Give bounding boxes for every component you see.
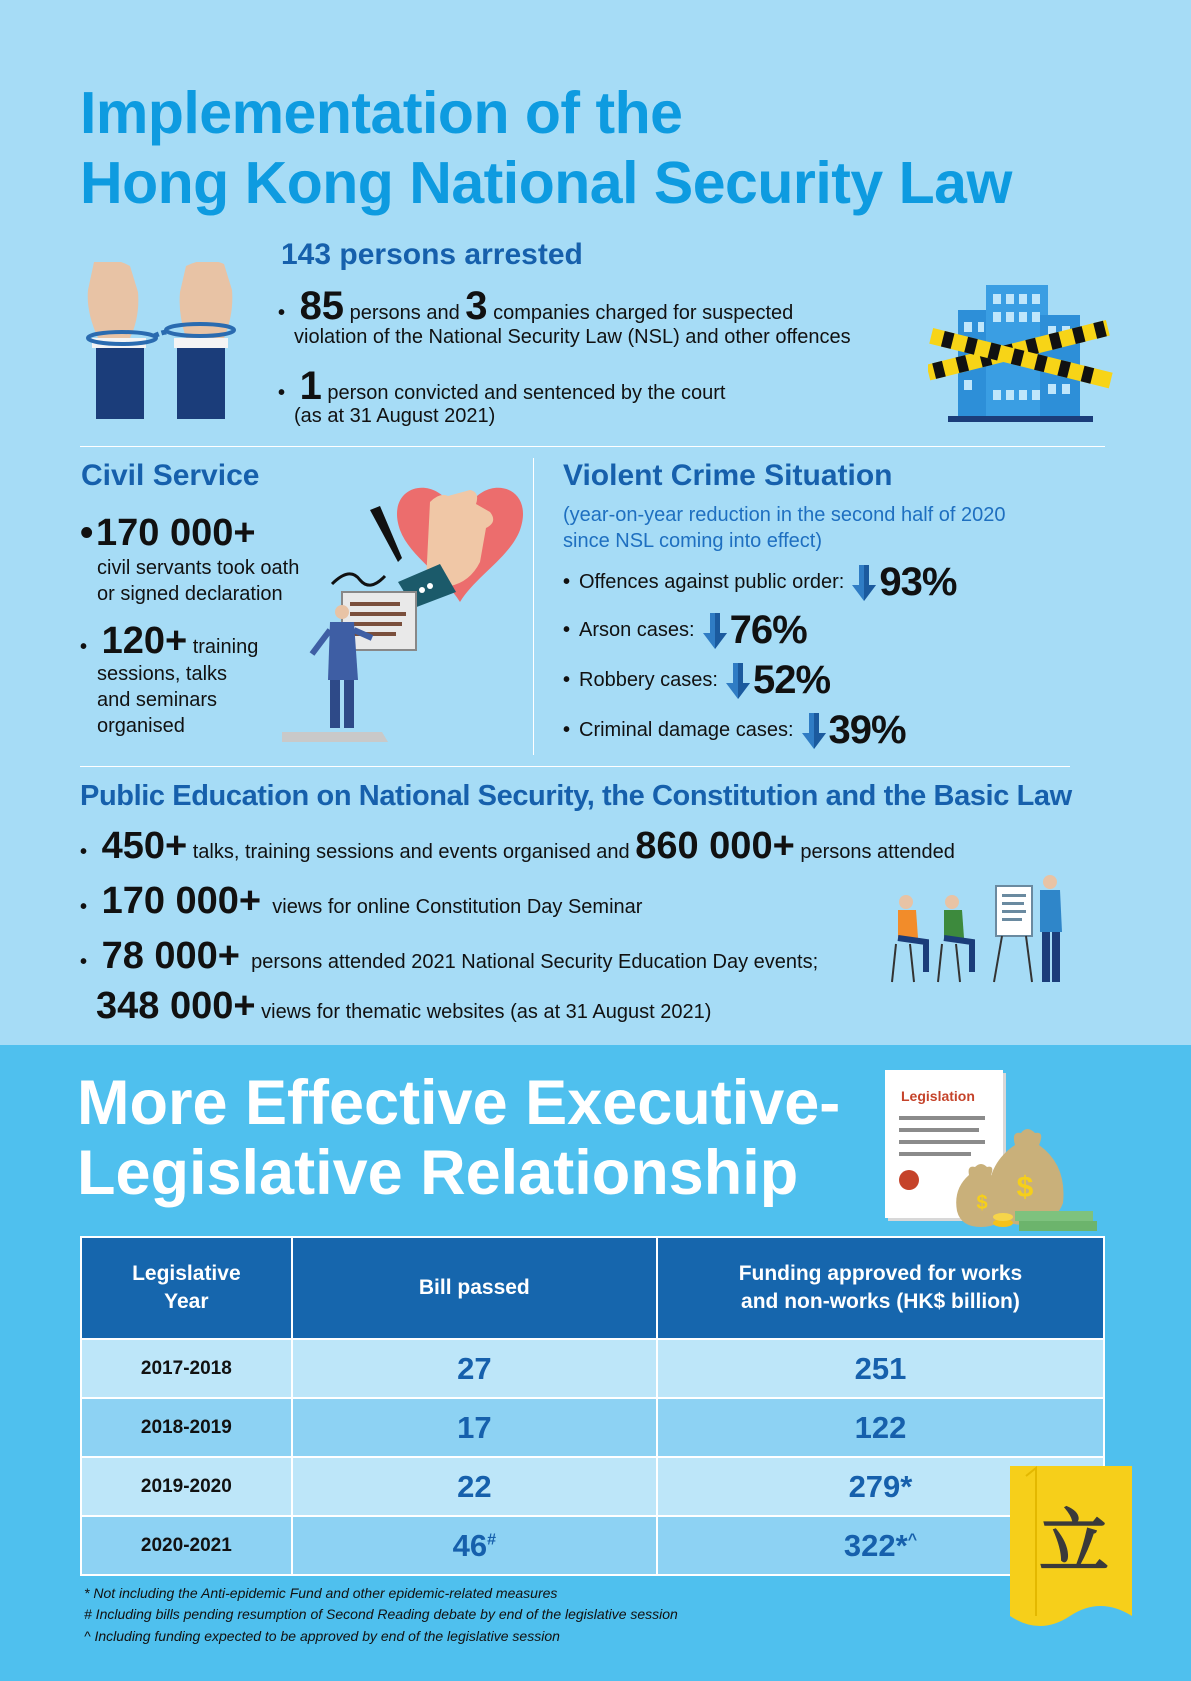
handcuffs-icon	[82, 262, 242, 422]
public-education-heading: Public Education on National Security, the Constitution and the Basic Law	[80, 780, 1072, 812]
web-line	[96, 985, 711, 1028]
down-arrow-icon	[726, 663, 750, 699]
presenter-icon	[282, 590, 432, 745]
training-num: 120+	[101, 620, 188, 662]
svg-text:$: $	[1016, 1171, 1034, 1204]
charged-mid-text: persons and	[349, 302, 460, 324]
subtitle-line1: (year-on-year reduction in the second half of 2020	[563, 504, 1006, 526]
header-funding	[657, 1237, 1104, 1339]
down-arrow-icon	[852, 565, 876, 601]
civil-service-heading: Civil Service	[81, 459, 260, 492]
bills-value: 17	[457, 1409, 492, 1445]
down-arrow-icon	[802, 713, 826, 749]
violent-crime-subtitle	[563, 502, 1006, 554]
header-line: Bill passed	[418, 1276, 530, 1299]
training-line	[80, 620, 258, 663]
bills-value: 22	[457, 1468, 492, 1504]
crime-row-criminal-damage	[563, 708, 906, 753]
charged-text2: violation of the National Security Law (NSL) and other offences	[294, 326, 851, 348]
divider	[533, 458, 534, 755]
funding-cell	[657, 1398, 1104, 1457]
building-cordon-icon	[928, 280, 1113, 425]
oath-line	[80, 512, 256, 555]
bills-cell	[292, 1457, 657, 1516]
violent-crime-heading: Violent Crime Situation	[563, 459, 893, 492]
table-header-row	[81, 1237, 1104, 1339]
page-title-line2: Hong Kong National Security Law	[80, 150, 1012, 216]
training-text4: organised	[97, 715, 185, 737]
year-cell: 2017-2018	[81, 1339, 292, 1398]
bills-cell	[292, 1339, 657, 1398]
header-line: Year	[164, 1290, 209, 1313]
views-line	[80, 880, 642, 923]
exec-leg-title	[77, 1068, 840, 1208]
attended-num: 860 000+	[635, 825, 795, 867]
nsed-text: persons attended 2021 National Security Education Day events;	[251, 951, 819, 973]
crime-row-robbery	[563, 658, 830, 703]
exec-leg-title-line2: Legislative Relationship	[77, 1138, 799, 1208]
funding-value: 322*	[843, 1527, 908, 1563]
footnote: ^ Including funding expected to be approved by end of the legislative session	[84, 1628, 560, 1644]
page-title-line1: Implementation of the	[80, 80, 683, 146]
footnote: * Not including the Anti-epidemic Fund and other epidemic-related measures	[84, 1585, 558, 1601]
oath-text2: or signed declaration	[97, 583, 283, 605]
footnote: # Including bills pending resumption of Second Reading debate by end of the legislative session	[84, 1606, 678, 1622]
convicted-text: person convicted and sentenced by the court	[327, 382, 726, 404]
crime-label: • Offences against public order:	[579, 571, 845, 593]
web-num: 348 000+	[96, 985, 256, 1027]
charged-persons-num: 85	[299, 284, 345, 328]
training-text2: sessions, talks	[97, 663, 228, 685]
training-text	[97, 661, 227, 739]
bills-footnote-mark: #	[487, 1531, 497, 1549]
training-text3: and seminars	[97, 689, 218, 711]
year-cell: 2018-2019	[81, 1398, 292, 1457]
header-legislative-year	[81, 1237, 292, 1339]
exec-leg-title-line1: More Effective Executive-	[77, 1068, 841, 1138]
table-row	[81, 1398, 1104, 1457]
nsed-num: 78 000+	[101, 935, 240, 977]
funding-value: 122	[854, 1409, 907, 1445]
subtitle-line2: since NSL coming into effect)	[563, 530, 823, 552]
oath-text1: civil servants took oath	[97, 557, 300, 579]
divider	[80, 766, 1070, 767]
arrested-heading: 143 persons arrested	[281, 238, 583, 271]
talks-text: talks, training sessions and events organised and	[192, 841, 630, 863]
header-line: Legislative	[132, 1262, 241, 1285]
classroom-icon	[890, 872, 1080, 992]
svg-text:$: $	[976, 1192, 988, 1214]
funding-value: 279*	[848, 1468, 913, 1504]
svg-text:立: 立	[1039, 1500, 1109, 1583]
header-line: Funding approved for works	[738, 1262, 1023, 1285]
crime-row-public-order	[563, 560, 956, 605]
funding-value: 251	[854, 1350, 907, 1386]
attended-text: persons attended	[800, 841, 955, 863]
crime-label: • Arson cases:	[579, 619, 695, 641]
down-arrow-icon	[703, 613, 727, 649]
convicted-num: 1	[299, 364, 322, 408]
funding-footnote-mark: ^	[907, 1531, 918, 1549]
page-title	[80, 78, 1012, 218]
table-row	[81, 1457, 1104, 1516]
header-line: and non-works (HK$ billion)	[741, 1290, 1020, 1313]
bills-cell	[292, 1516, 657, 1575]
crime-pct: 93%	[879, 560, 957, 604]
talks-line	[80, 825, 955, 868]
money-bags-icon	[955, 1125, 1105, 1235]
divider	[80, 446, 1105, 447]
bills-cell	[292, 1398, 657, 1457]
oath-num: 170 000+	[96, 512, 256, 554]
convicted-line	[278, 364, 725, 409]
charged-line	[278, 284, 793, 329]
crime-pct: 52%	[752, 658, 831, 702]
legco-logo	[1010, 1466, 1132, 1626]
crime-pct: 39%	[828, 708, 906, 752]
crime-label: • Criminal damage cases:	[579, 719, 794, 741]
oath-text	[97, 555, 299, 607]
year-cell: 2020-2021	[81, 1516, 292, 1575]
talks-num: 450+	[101, 825, 188, 867]
bills-value: 27	[457, 1350, 492, 1386]
funding-cell	[657, 1339, 1104, 1398]
nsed-line	[80, 935, 818, 978]
convicted-date: (as at 31 August 2021)	[294, 405, 496, 427]
bills-value: 46	[452, 1527, 488, 1563]
charged-text1: companies charged for suspected	[493, 302, 794, 324]
table-row	[81, 1516, 1104, 1575]
charged-companies-num: 3	[465, 284, 488, 328]
views-num: 170 000+	[101, 880, 262, 922]
header-bill-passed	[292, 1237, 657, 1339]
views-text: views for online Constitution Day Seminar	[272, 896, 643, 918]
training-text1: training	[192, 636, 259, 658]
crime-label: • Robbery cases:	[579, 669, 718, 691]
web-text: views for thematic websites (as at 31 August 2021)	[261, 1001, 712, 1023]
crime-pct: 76%	[729, 608, 807, 652]
crime-row-arson	[563, 608, 807, 653]
legislative-table	[80, 1236, 1105, 1576]
table-row	[81, 1339, 1104, 1398]
legislation-label: Legislation	[901, 1088, 975, 1104]
year-cell: 2019-2020	[81, 1457, 292, 1516]
